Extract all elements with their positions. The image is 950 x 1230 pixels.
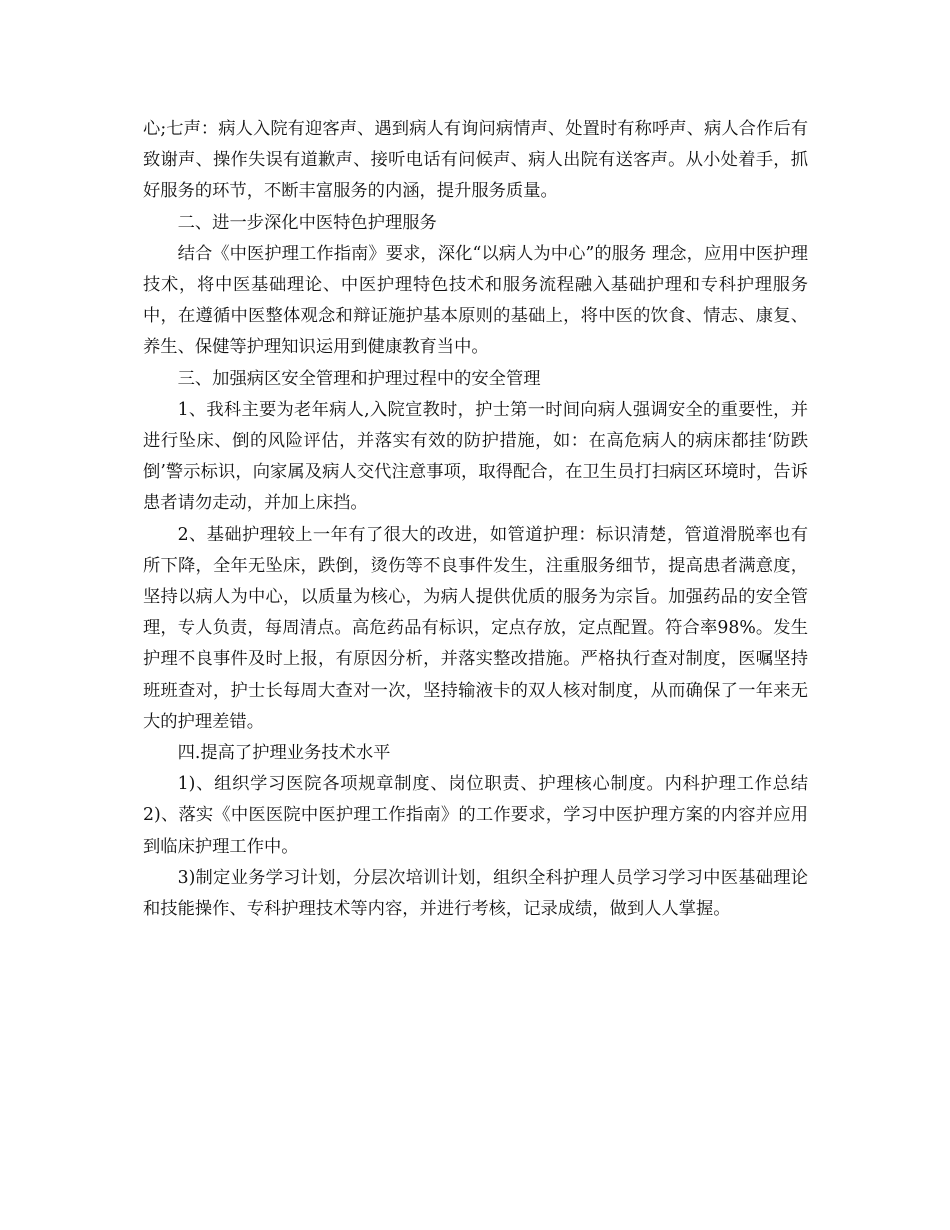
paragraph-tcm-nursing: 结合《中医护理工作指南》要求，深化“以病人为中心”的服务 理念，应用中医护理技术，将中医基础理论、中医护理特色技术和服务流程融入基础护理和专科护理服务中，在遵循中医整体观念和辩证施护基本原则的基础上，将中医的饮食、情志、康复、养生、保健等护理知识运用到健康教育当中。 [143,243,808,358]
section-heading-3: 三、加强病区安全管理和护理过程中的安全管理 [177,368,541,389]
document-body [143,114,808,925]
section-heading-2: 二、进一步深化中医特色护理服务 [177,212,437,233]
section-heading-4: 四.提高了护理业务技术水平 [177,743,391,764]
paragraph-safety-1: 1、我科主要为老年病人,入院宣教时，护士第一时间向病人强调安全的重要性，并进行坠床、倒的风险评估，并落实有效的防护措施，如：在高危病人的病床都挂‘防跌倒’警示标识，向家属及病人交代注意事项，取得配合，在卫生员打扫病区环境时，告诉患者请勿走动，并加上床挡。 [143,399,808,514]
paragraph-safety-2: 2、基础护理较上一年有了很大的改进，如管道护理：标识清楚，管道滑脱率也有所下降，全年无坠床，跌倒，烫伤等不良事件发生，注重服务细节，提高患者满意度，坚持以病人为中心，以质量为核心，为病人提供优质的服务为宗旨。加强药品的安全管理，专人负责，每周清点。高危药品有标识，定点存放，定点配置。符合率98%。发生护理不良事件及时上报，有原因分析，并落实整改措施。严格执行查对制度，医嘱坚持班班查对，护士长每周大查对一次，坚持输液卡的双人核对制度，从而确保了一年来无大的护理差错。 [143,524,808,732]
paragraph-skills-3: 3)制定业务学习计划，分层次培训计划，组织全科护理人员学习学习中医基础理论和技能操作、专科护理技术等内容，并进行考核，记录成绩，做到人人掌握。 [143,867,808,920]
paragraph-skills-1: 1)、组织学习医院各项规章制度、岗位职责、护理核心制度。内科护理工作总结2)、落实《中医医院中医护理工作指南》的工作要求，学习中医护理方案的内容并应用到临床护理工作中。 [143,774,808,857]
paragraph-continuation: 心;七声：病人入院有迎客声、遇到病人有询问病情声、处置时有称呼声、病人合作后有致谢声、操作失误有道歉声、接听电话有问候声、病人出院有送客声。从小处着手，抓好服务的环节，不断丰富服务的内涵，提升服务质量。 [143,119,808,202]
